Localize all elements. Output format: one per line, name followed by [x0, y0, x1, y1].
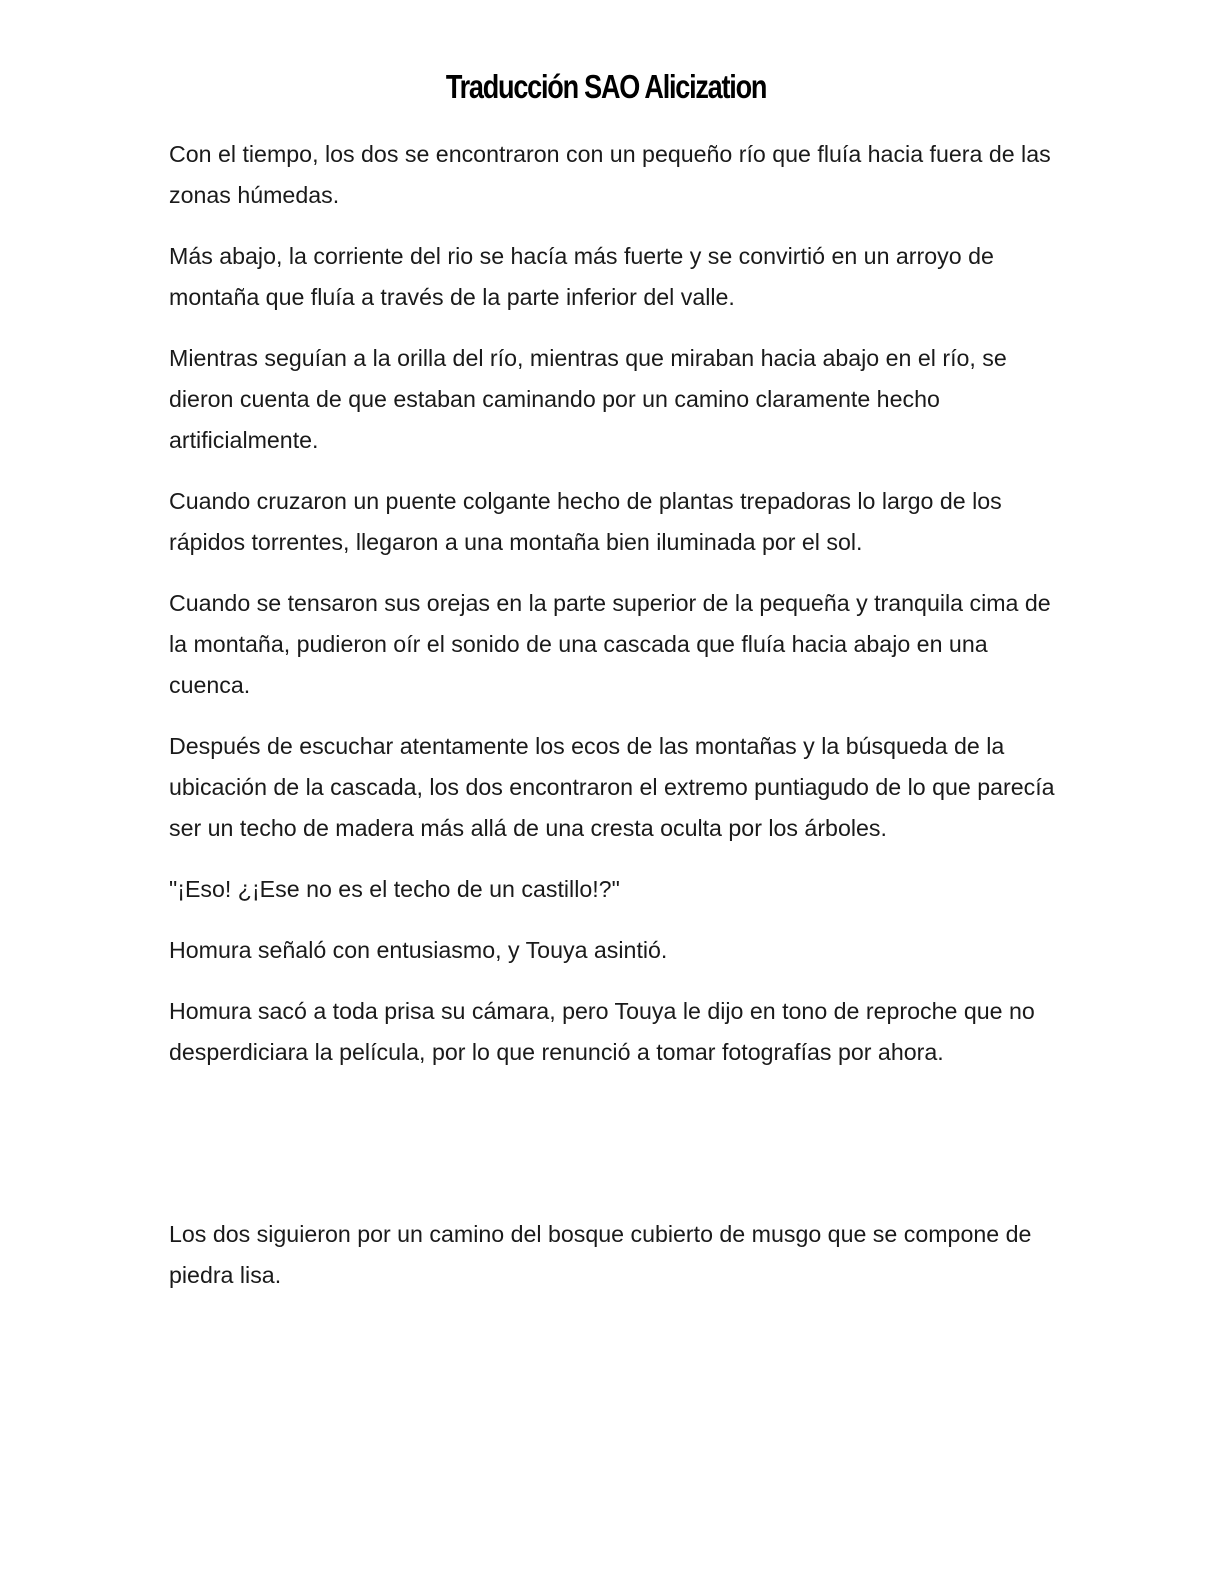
paragraph: Con el tiempo, los dos se encontraron con un pequeño río que fluía hacia fuera de las zonas húmedas. [169, 141, 1051, 208]
document-body [169, 134, 1059, 1316]
paragraph: Después de escuchar atentamente los ecos de las montañas y la búsqueda de la ubicación de la cascada, los dos encontraron el extremo puntiagudo de lo que parecía ser un techo de madera más allá de una cresta oculta por los árboles. [169, 733, 1055, 841]
paragraph: Homura sacó a toda prisa su cámara, pero Touya le dijo en tono de reproche que no desperdiciara la película, por lo que renunció a tomar fotografías por ahora. [169, 998, 1035, 1065]
paragraph: "¡Eso! ¿¡Ese no es el techo de un castillo!?" [169, 876, 620, 902]
document-title: Traducción SAO Alicization [445, 68, 767, 105]
paragraph: Mientras seguían a la orilla del río, mientras que miraban hacia abajo en el río, se dieron cuenta de que estaban caminando por un camino claramente hecho artificialmente. [169, 345, 1007, 453]
paragraph: Cuando cruzaron un puente colgante hecho de plantas trepadoras lo largo de los rápidos torrentes, llegaron a una montaña bien iluminada por el sol. [169, 488, 1002, 555]
paragraph: Más abajo, la corriente del rio se hacía más fuerte y se convirtió en un arroyo de montaña que fluía a través de la parte inferior del valle. [169, 243, 994, 310]
paragraph: Homura señaló con entusiasmo, y Touya asintió. [169, 937, 668, 963]
paragraph: Los dos siguieron por un camino del bosque cubierto de musgo que se compone de piedra lisa. [169, 1221, 1032, 1288]
paragraph: Cuando se tensaron sus orejas en la parte superior de la pequeña y tranquila cima de la montaña, pudieron oír el sonido de una cascada que fluía hacia abajo en una cuenca. [169, 590, 1051, 698]
